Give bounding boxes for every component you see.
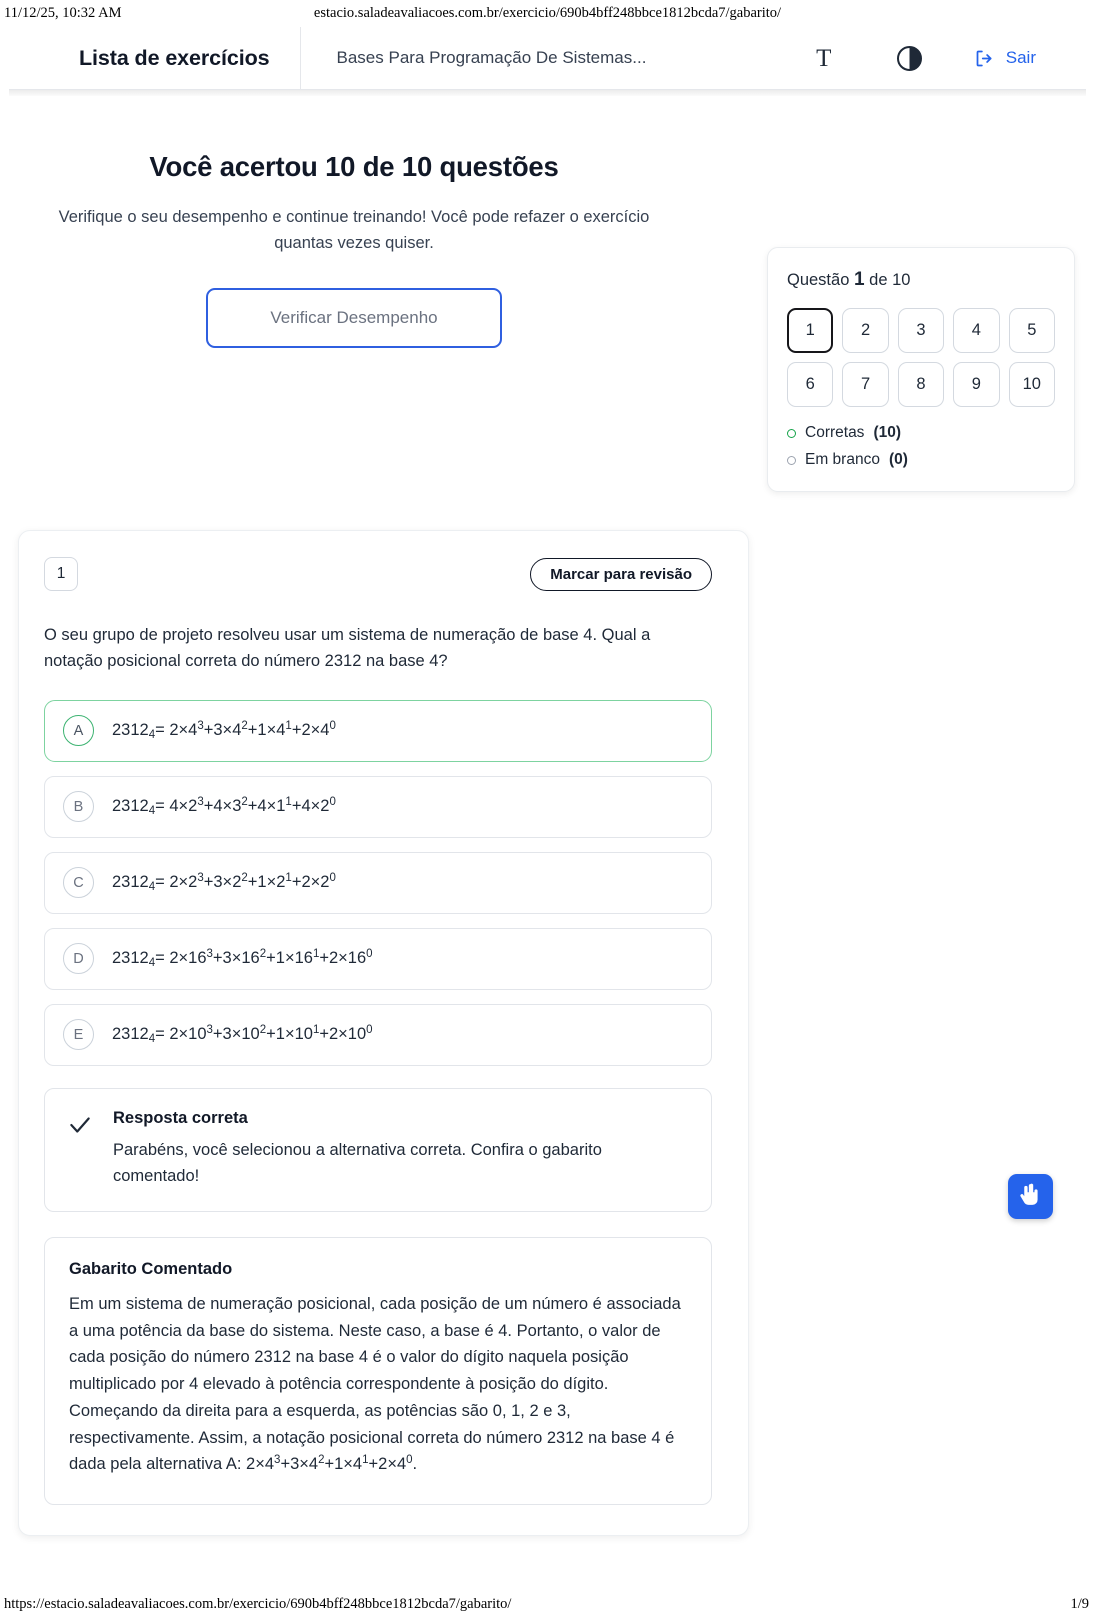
gabarito-title: Gabarito Comentado	[69, 1259, 233, 1278]
feedback-title: Resposta correta	[113, 1108, 248, 1127]
result-subtitle: Verifique o seu desempenho e continue treinando! Você pode refazer o exercício quantas vezes quiser.	[58, 208, 650, 252]
result-summary	[9, 96, 699, 348]
alternative-d-letter: D	[63, 943, 94, 974]
legend-correct	[787, 424, 1055, 442]
question-button-6[interactable]: 6	[787, 362, 833, 407]
question-card	[18, 530, 749, 1536]
legend-correct-count: (10)	[873, 424, 902, 441]
print-header	[0, 0, 1095, 26]
print-page-number: 1/9	[1070, 1595, 1089, 1612]
question-button-1[interactable]: 1	[787, 308, 833, 353]
print-url-top: estacio.saladeavaliacoes.com.br/exercicio/690b4bff248bbce1812bcda7/gabarito/	[313, 4, 782, 21]
question-navigator-title	[787, 269, 1055, 291]
blank-status-icon	[787, 456, 796, 465]
alternative-a[interactable]	[44, 700, 712, 762]
question-button-2[interactable]: 2	[842, 308, 888, 353]
legend-blank-label: Em branco	[805, 451, 880, 468]
question-button-10[interactable]: 10	[1009, 362, 1055, 407]
check-performance-button[interactable]: Verificar Desempenho	[206, 288, 502, 348]
main-content	[9, 96, 1086, 1474]
alternative-b-text: $2312_4= 4\times 2^3+4\times 3^2+4\times 1^1+4\times 2^0$	[112, 796, 336, 818]
alternative-c[interactable]	[44, 852, 712, 914]
question-button-3[interactable]: 3	[898, 308, 944, 353]
question-card-header	[44, 557, 712, 591]
text-size-icon: T	[816, 44, 832, 72]
alternative-d-text: $2312_4= 2\times 16^3+3\times 16^2+1\times 16^1+2\times 16^0$	[112, 948, 373, 970]
question-button-7[interactable]: 7	[842, 362, 888, 407]
app-page	[9, 27, 1086, 1547]
navigator-prefix: Questão	[787, 271, 850, 289]
alternative-e-letter: E	[63, 1019, 94, 1050]
answer-feedback	[44, 1088, 712, 1212]
question-statement: O seu grupo de projeto resolveu usar um sistema de numeração de base 4. Qual a notação posicional correta do número 2312 na base 4?	[44, 626, 651, 671]
gabarito-section	[44, 1237, 712, 1505]
text-size-button[interactable]	[802, 36, 846, 80]
question-grid	[787, 308, 1055, 407]
check-icon	[67, 1112, 93, 1138]
contrast-button[interactable]	[888, 36, 932, 80]
print-timestamp: 11/12/25, 10:32 AM	[4, 4, 122, 21]
app-bar	[9, 27, 1086, 90]
question-navigator-card	[767, 247, 1075, 492]
mark-for-review-button[interactable]: Marcar para revisão	[530, 558, 712, 591]
question-button-8[interactable]: 8	[898, 362, 944, 407]
navigator-current: 1	[853, 269, 865, 290]
print-footer	[0, 1592, 1095, 1616]
contrast-icon	[897, 46, 922, 71]
correct-status-icon	[787, 429, 796, 438]
question-button-4[interactable]: 4	[953, 308, 999, 353]
logout-label: Sair	[1005, 48, 1036, 67]
course-name: Bases Para Programação De Sistemas...	[336, 48, 647, 67]
alternative-e[interactable]	[44, 1004, 712, 1066]
gabarito-text: Em um sistema de numeração posicional, cada posição de um número é associada a uma potência da base do sistema. Neste caso, a base é 4. Portanto, o valor de cada posição do número 2312 na base 4 é o valor do dígito naquela posição multiplicado por 4 elevado à potência correspondente à posição do dígito. Começando da direita para a esquerda, as potências são 0, 1, 2 e 3, respectivamente. Assim, a notação posicional correta do número 2312 na base 4 é dada pela alternativa A: $2\times 4^3+3\times 4^2+1\times 4^1+2\times 4^0$.	[69, 1294, 681, 1474]
alternative-b-letter: B	[63, 791, 94, 822]
legend-blank-count: (0)	[888, 451, 908, 468]
print-url-bottom: https://estacio.saladeavaliacoes.com.br/exercicio/690b4bff248bbce1812bcda7/gabarito/	[4, 1595, 512, 1612]
alternative-d[interactable]	[44, 928, 712, 990]
alternative-a-text: $2312_4= 2\times 4^3+3\times 4^2+1\times 4^1+2\times 4^0$	[112, 720, 336, 742]
page-title: Lista de exercícios	[79, 45, 270, 70]
status-legend	[787, 424, 1055, 469]
question-number-badge: 1	[44, 557, 78, 591]
alternative-a-letter: A	[63, 715, 94, 746]
accessibility-button[interactable]	[1008, 1174, 1053, 1219]
accessibility-hand-icon	[1018, 1182, 1043, 1212]
legend-blank	[787, 451, 1055, 469]
alternatives-list	[44, 700, 712, 1066]
legend-correct-label: Corretas	[805, 424, 865, 441]
alternative-b[interactable]	[44, 776, 712, 838]
result-title: Você acertou 10 de 10 questões	[149, 151, 559, 182]
alternative-e-text: $2312_4= 2\times 10^3+3\times 10^2+1\times 10^1+2\times 10^0$	[112, 1024, 373, 1046]
navigator-suffix: de 10	[869, 271, 911, 289]
logout-icon	[974, 48, 995, 69]
alternative-c-text: $2312_4= 2\times 2^3+3\times 2^2+1\times 2^1+2\times 2^0$	[112, 872, 336, 894]
question-button-9[interactable]: 9	[953, 362, 999, 407]
question-button-5[interactable]: 5	[1009, 308, 1055, 353]
logout-button[interactable]	[974, 48, 1036, 69]
alternative-c-letter: C	[63, 867, 94, 898]
feedback-text: Parabéns, você selecionou a alternativa correta. Confira o gabarito comentado!	[113, 1140, 602, 1185]
feedback-body	[113, 1109, 683, 1189]
